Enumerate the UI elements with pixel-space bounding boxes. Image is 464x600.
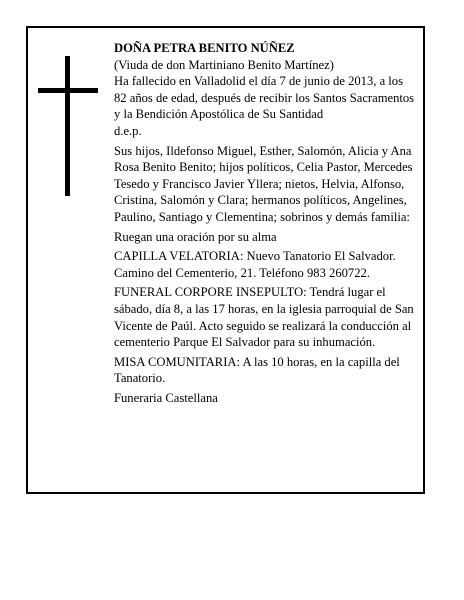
funeral-home: Funeraria Castellana: [114, 390, 218, 405]
death-announcement: Ha fallecido en Valladolid el día 7 de junio de 2013, a los 82 años de edad, después de recibir los Santos Sacramentos y la Bendición Apostólica de Su Santidad: [114, 74, 415, 122]
notice-text: [114, 40, 416, 409]
rip-line: d.e.p.: [114, 123, 142, 138]
chapel-info: CAPILLA VELATORIA: Nuevo Tanatorio El Salvador. Camino del Cementerio, 21. Teléfono 983 260722.: [114, 249, 396, 280]
deceased-name: DOÑA PETRA BENITO NÚÑEZ: [114, 41, 295, 55]
funeral-info: FUNERAL CORPORE INSEPULTO: Tendrá lugar el sábado, día 8, a las 17 horas, en la iglesia parroquial de San Vicente de Paúl. Acto seguido se realizará la conducción al cementerio Parque El Salvador para su inhumación.: [114, 285, 414, 350]
cross-horizontal-bar: [38, 88, 98, 93]
family-list: Sus hijos, Ildefonso Miguel, Esther, Salomón, Alicia y Ana Rosa Benito Benito; hijos políticos, Celia Pastor, Mercedes Tesedo y Francisco Javier Yllera; nietos, Helvia, Alfonso, Cristina, Salomón y Clara; hermanos políticos, Angelines, Paulino, Santiago y Clementina; sobrinos y demás familia:: [114, 143, 413, 224]
prayer-request: Ruegan una oración por su alma: [114, 229, 277, 244]
cross-icon: [38, 56, 98, 196]
cross-vertical-bar: [65, 56, 70, 196]
widow-of-line: (Viuda de don Martiniano Benito Martínez): [114, 57, 334, 72]
mass-info: MISA COMUNITARIA: A las 10 horas, en la capilla del Tanatorio.: [114, 354, 400, 386]
